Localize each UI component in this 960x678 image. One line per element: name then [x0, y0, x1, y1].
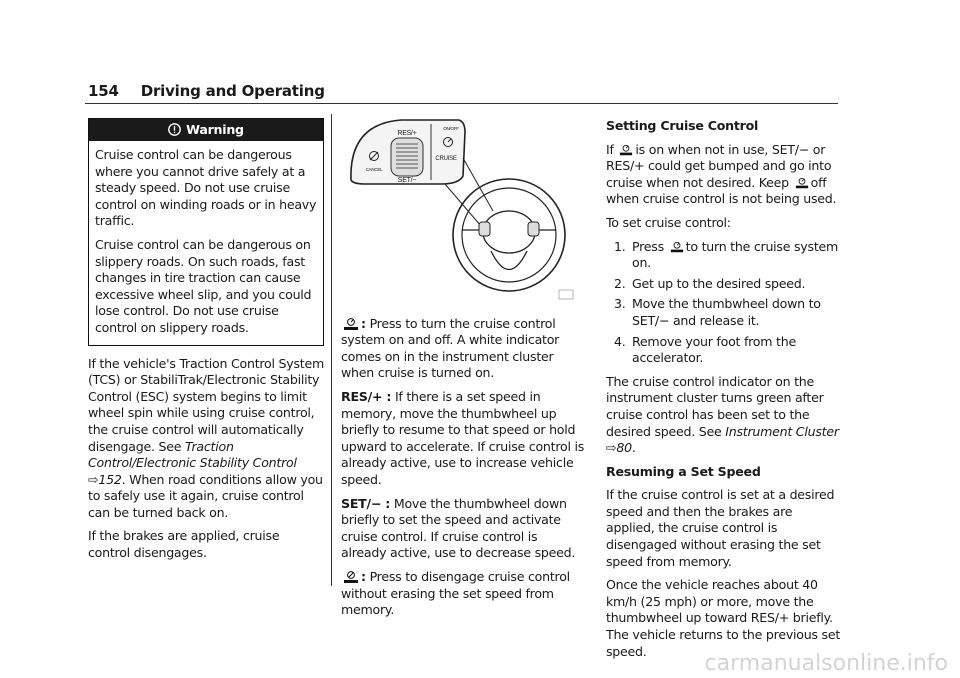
warning-title: Warning — [186, 122, 244, 137]
steering-wheel — [453, 179, 565, 291]
xref-link[interactable]: Traction Control/Electronic Stability Control — [88, 438, 297, 471]
res-label: RES/+ — [397, 130, 417, 137]
warning-header — [89, 119, 323, 141]
body-paragraph: Once the vehicle reaches about 40 km/h (25 mph) or more, move the thumbwheel up toward RES/+ briefly. The vehicle returns to the previous set speed. — [606, 577, 841, 659]
cruise-icon — [343, 317, 359, 331]
cancel-icon — [343, 570, 359, 584]
column-right — [606, 118, 842, 667]
body-paragraph: If the cruise control is set at a desired speed and then the brakes are applied, the cruise control is disengaged without erasing the set speed from memory. — [606, 487, 835, 569]
body-paragraph: If the vehicle's Traction Control System (TCS) or StabiliTrak/Electronic Stability Control (ESC) system begins to limit wheel spin while using cruise control, the cruise control will automatically disengage. See Traction Control/Electronic Stability Control ⇨152. When road conditions allow you to safely use it again, cruise control can be turned back on. — [88, 355, 324, 520]
list-item: 2. Get up to the desired speed. — [614, 275, 806, 291]
warning-paragraph: Cruise control can be dangerous on slippery roads. On such roads, fast changes in tire traction can cause excessive wheel slip, and you could lose control. Do not use cruise control on slippery roads. — [95, 236, 312, 335]
page-ref-number[interactable]: 80 — [616, 440, 632, 456]
column-middle — [341, 118, 586, 626]
column-divider — [331, 114, 332, 586]
body-paragraph: To set cruise control: — [606, 214, 731, 230]
list-item: 3. Move the thumbwheel down to SET/− and release it. — [614, 296, 821, 328]
warning-box — [88, 118, 324, 346]
section-title: Driving and Operating — [140, 82, 325, 100]
cancel-label: CANCEL — [365, 167, 383, 172]
header-rule — [85, 103, 838, 104]
list-item: 4. Remove your foot from the accelerator. — [614, 333, 796, 366]
warning-icon — [168, 123, 181, 136]
control-description: RES/+ : If there is a set speed in memory, move the thumbwheel up briefly to resume to that speed or hold upward to accelerate. If cruise control is already active, use to increase vehicle speed. — [341, 388, 585, 487]
page-header — [88, 82, 325, 100]
on-off-label: ON/OFF — [443, 126, 459, 131]
warning-paragraph: Cruise control can be dangerous where you cannot drive safely at a steady speed. Do not use cruise control on winding roads or in heavy traffic. — [95, 147, 317, 229]
cruise-label: CRUISE — [435, 156, 457, 162]
page-ref-icon: ⇨ — [606, 440, 617, 456]
body-paragraph: If is on when not in use, SET/− or RES/+ could get bumped and go into cruise when not desired. Keep off when cruise control is not being used. — [606, 141, 837, 207]
cruise-icon — [619, 143, 633, 157]
res-label-text: RES/+ : — [341, 388, 392, 404]
set-label-text: SET/− : — [341, 495, 391, 511]
body-paragraph: If the brakes are applied, cruise control disengages. — [88, 528, 280, 561]
list-item: 1. Press to turn the cruise system on. — [614, 238, 839, 271]
control-description: : Press to disengage cruise control without erasing the set speed from memory. — [341, 568, 570, 618]
steering-wheel-controls-figure — [341, 118, 576, 301]
column-left — [88, 118, 324, 569]
control-description: SET/− : Move the thumbwheel down briefly to set the speed and activate cruise control. If cruise control is already active, use to decrease speed. — [341, 495, 576, 561]
cruise-icon — [670, 240, 684, 254]
page-ref-icon: ⇨ — [88, 471, 99, 487]
page-ref-number[interactable]: 152 — [98, 471, 122, 487]
svg-text:carmanualsonline.info: carmanualsonline.info — [704, 651, 948, 676]
xref-link[interactable]: Instrument Cluster — [725, 423, 839, 439]
steps-list — [606, 239, 842, 367]
control-description: : Press to turn the cruise control system on and off. A white indicator comes on in the instrument cluster when cruise is turned on. — [341, 315, 560, 381]
body-paragraph: The cruise control indicator on the instrument cluster turns green after cruise control has been set to the desired speed. See Instrument Cluster ⇨80. — [606, 373, 839, 456]
section-heading: Resuming a Set Speed — [606, 463, 761, 479]
cruise-icon — [795, 176, 809, 190]
set-label: SET/− — [397, 177, 417, 184]
section-heading: Setting Cruise Control — [606, 118, 759, 133]
page-number: 154 — [88, 82, 119, 100]
thumbwheel — [396, 144, 418, 168]
